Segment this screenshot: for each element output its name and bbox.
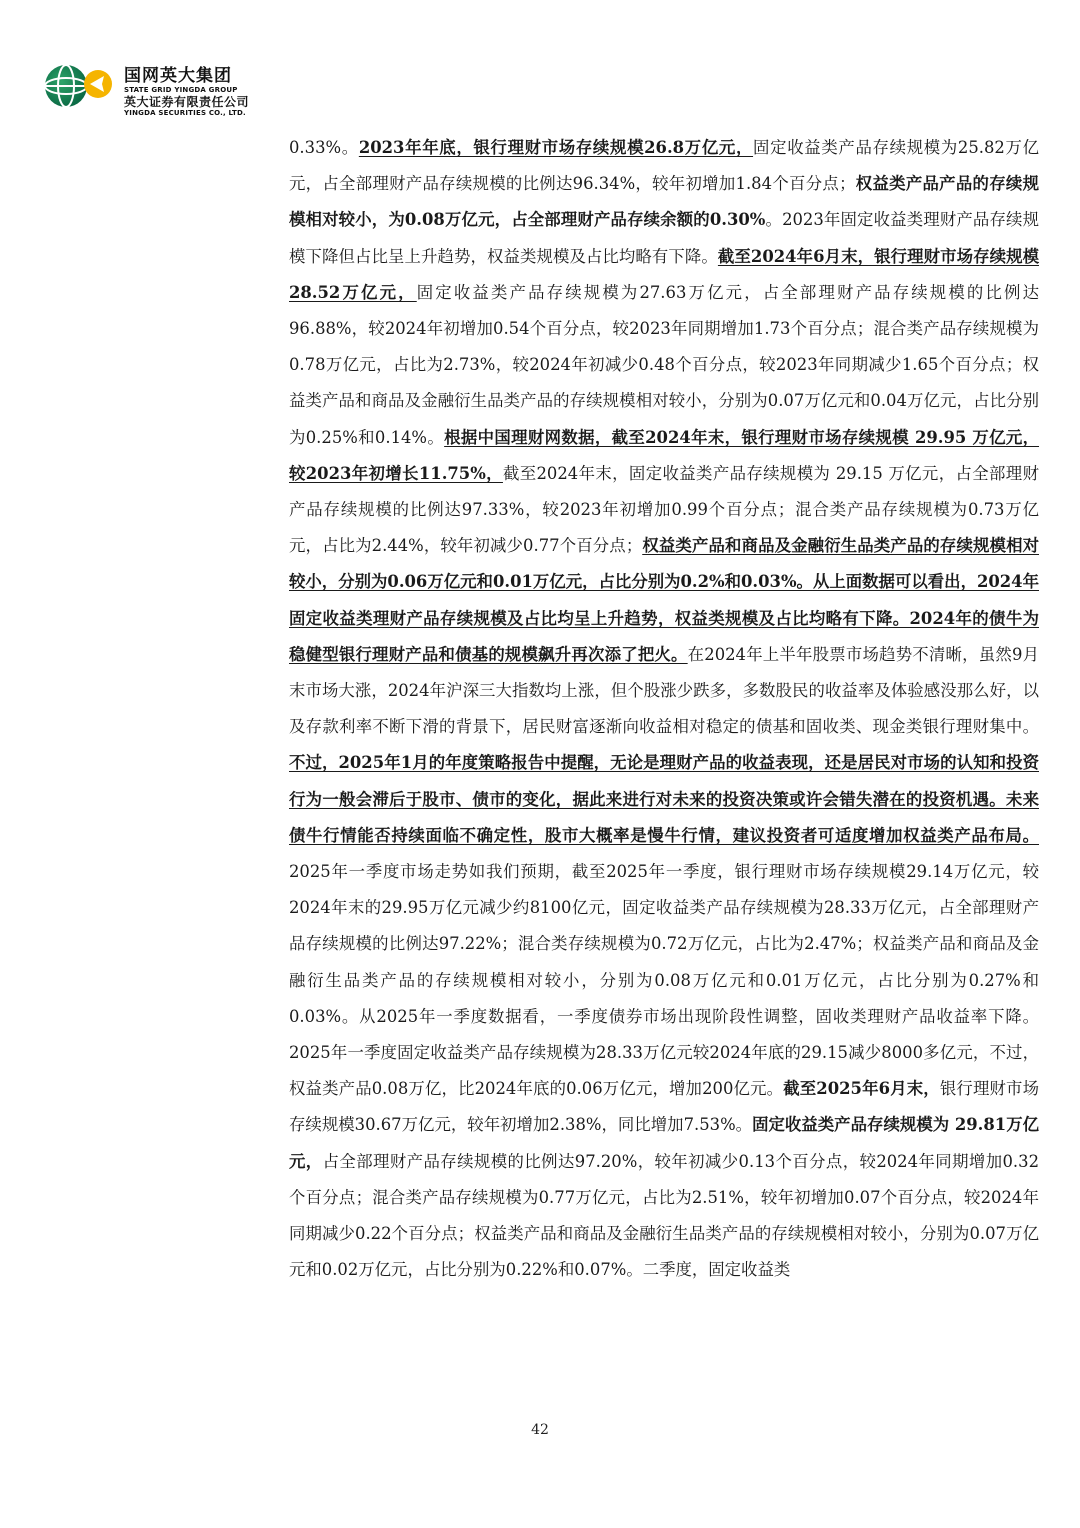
text-segment: 银行理财市场存续规模30.67万亿元，较年初增加2.38%，同比增加7.53%。 (289, 1079, 1040, 1135)
company-name-cn: 英大证券有限责任公司 (124, 95, 250, 109)
text-segment: 0.33%。 (289, 138, 359, 157)
state-grid-globe-logo-icon (42, 62, 122, 110)
text-segment: 2025年一季度市场走势如我们预期，截至2025年一季度，银行理财市场存续规模29.14万亿元，较2024年末的29.95万亿元减少约8100亿元，固定收益类产品存续规模为28.33万亿元，占全部理财产品存续规模的比例达97.22%；混合类存续规模为0.72万亿元，占比为2.47%；权益类产品和商品及金融衍生品类产品的存续规模相对较小，分别为0.08万亿元和0.01万亿元，占比分别为0.27%和0.03%。从2025年一季度数据看，一季度债券市场出现阶段性调整，固收类理财产品收益率下降。2025年一季度固定收益类产品存续规模为28.33万亿元较2024年底的29.15减少8000多亿元，不过，权益类产品0.08万亿，比2024年底的0.06万亿元，增加200亿元。 (289, 862, 1039, 1099)
company-name-en: YINGDA SECURITIES CO., LTD. (124, 109, 246, 117)
text-segment: 权益类产品和商品及金融衍生品类产品的存续规模相对较小，分别为0.06万亿元和0.01万亿元，占比分别为0.2%和0.03%。从上面数据可以看出，2024年固定收益类理财产品存续规模及占比均呈上升趋势，权益类规模及占比均略有下降。2024年的债牛为稳健型银行理财产品和债基的规模飙升再次添了把火。 (289, 536, 1039, 664)
text-segment: 在2024年上半年股票市场趋势不清晰，虽然9月末市场大涨，2024年沪深三大指数均上涨，但个股涨少跌多，多数股民的收益率及体验感没那么好，以及存款利率不断下滑的背景下，居民财富逐渐向收益相对稳定的债基和固收类、现金类银行理财集中。 (289, 644, 1040, 737)
text-segment: 不过，2025年1月的年度策略报告中提醒，无论是理财产品的收益表现，还是居民对市场的认知和投资行为一般会滞后于股市、债市的变化，据此来进行对未来的投资决策或许会错失潜在的投资机遇。未来债牛行情能否持续面临不确定性，股市大概率是慢牛行情，建议投资者可适度增加权益类产品布局。 (289, 753, 1039, 845)
text-segment: 占全部理财产品存续规模的比例达97.20%，较年初减少0.13个百分点，较2024年同期增加0.32个百分点；混合类产品存续规模为0.77万亿元，占比为2.51%，较年初增加0.07个百分点，较2024年同期减少0.22个百分点；权益类产品和商品及金融衍生品类产品的存续规模相对较小，分别为0.07万亿元和0.02万亿元，占比分别为0.22%和0.07%。二季度，固定收益类 (289, 1151, 1039, 1280)
text-segment: 固定收益类产品存续规模为 29.81万亿元， (289, 1115, 1040, 1171)
paragraph-text (289, 130, 1039, 1289)
text-segment: 。2023年固定收益类理财产品存续规模下降但占比呈上升趋势，权益类规模及占比均略有下降。 (289, 210, 1039, 266)
text-segment: 固定收益类产品存续规模为27.63万亿元，占全部理财产品存续规模的比例达96.88%，较2024年初增加0.54个百分点，较2023年同期增加1.73个百分点；混合类产品存续规模为0.78万亿元，占比为2.73%，较2024年初减少0.48个百分点，较2023年同期减少1.65个百分点；权益类产品和商品及金融衍生品类产品的存续规模相对较小，分别为0.07万亿元和0.04万亿元，占比分别为0.25%和0.14%。 (289, 282, 1039, 447)
company-name-block (124, 66, 249, 118)
text-segment: 截至2024年6月末，银行理财市场存续规模28.52万亿元， (289, 246, 1039, 302)
group-name-en: STATE GRID YINGDA GROUP (124, 86, 238, 94)
document-header (42, 62, 302, 132)
group-name-cn: 国网英大集团 (124, 66, 232, 86)
text-segment: 权益类产品产品的存续规模相对较小，为0.08万亿元，占全部理财产品存续余额的0.30% (289, 174, 1040, 230)
text-segment: 截至2025年6月末， (783, 1079, 940, 1099)
text-segment: 根据中国理财网数据，截至2024年末，银行理财市场存续规模 29.95 万亿元，较2023年初增长11.75%， (289, 427, 1040, 483)
text-segment: 固定收益类产品存续规模为25.82万亿元，占全部理财产品存续规模的比例达96.34%，较年初增加1.84个百分点； (289, 138, 1039, 194)
text-segment: 截至2024年末，固定收益类产品存续规模为 29.15 万亿元，占全部理财产品存续规模的比例达97.33%，较2023年初增加0.99个百分点；混合类产品存续规模为0.73万亿元，占比为2.44%，较年初减少0.77个百分点； (289, 463, 1039, 556)
page-number: 42 (531, 1422, 549, 1438)
text-segment: 2023年年底，银行理财市场存续规模26.8万亿元， (358, 138, 754, 157)
body-paragraph (289, 130, 1039, 1289)
